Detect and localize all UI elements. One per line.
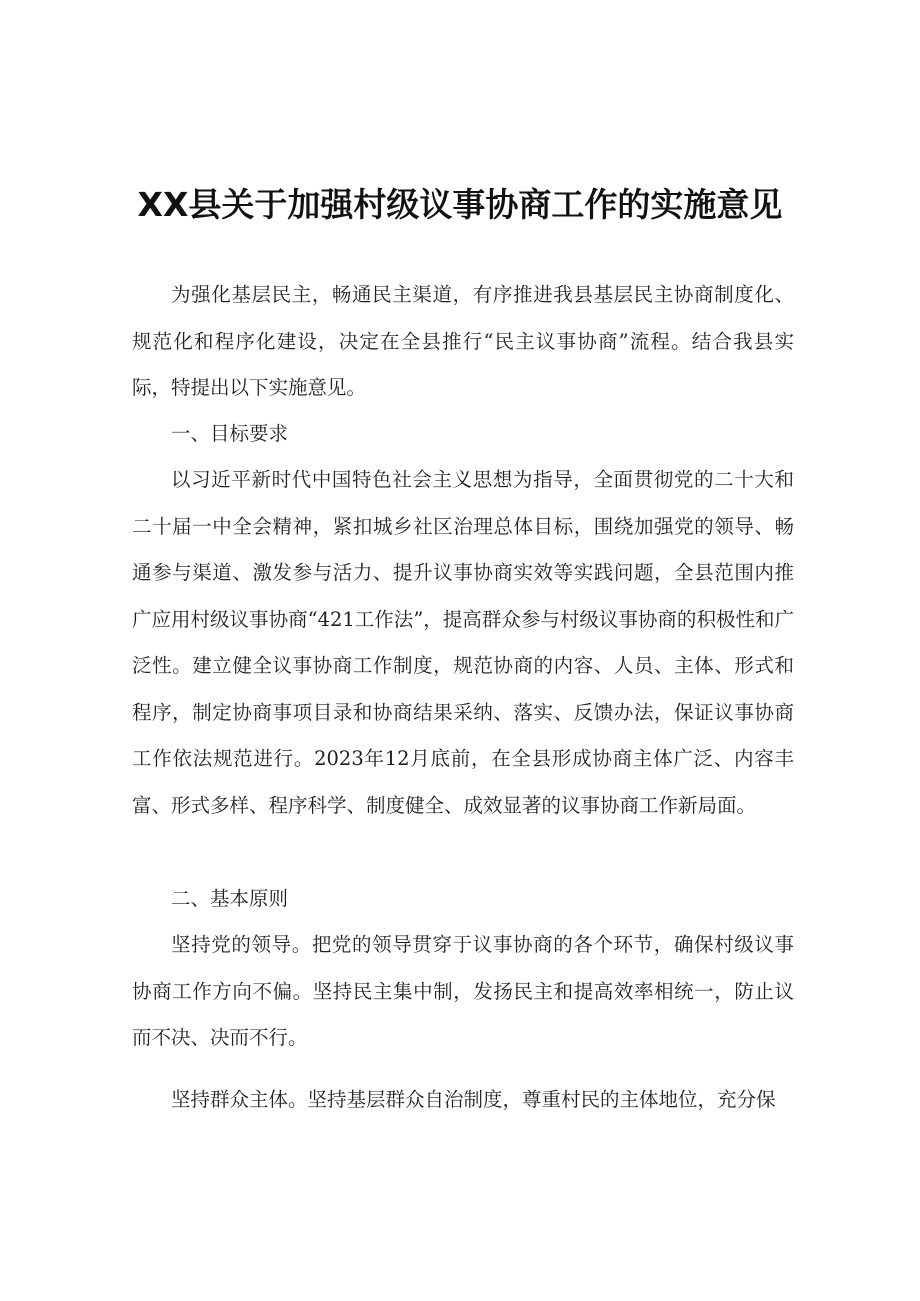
intro-paragraph: 为强化基层民主，畅通民主渠道，有序推进我县基层民主协商制度化、规范化和程序化建设，决定在全县推行“民主议事协商”流程。结合我县实际，特提出以下实施意见。	[132, 283, 794, 399]
principle-party-leadership-paragraph: 坚持党的领导。把党的领导贯穿于议事协商的各个环节，确保村级议事协商工作方向不偏。坚持民主集中制，发扬民主和提高效率相统一，防止议而不决、决而不行。	[132, 933, 794, 1049]
principle-mass-subject-paragraph: 坚持群众主体。坚持基层群众自治制度，尊重村民的主体地位，充分保	[171, 1088, 776, 1111]
document-title: XX县关于加强村级议事协商工作的实施意见	[137, 185, 783, 224]
section-heading-principles: 二、基本原则	[171, 887, 289, 910]
section-heading-goals: 一、目标要求	[171, 422, 289, 445]
section-goals-paragraph: 以习近平新时代中国特色社会主义思想为指导，全面贯彻党的二十大和二十届一中全会精神，紧扣城乡社区治理总体目标，围绕加强党的领导、畅通参与渠道、激发参与活力、提升议事协商实效等实践问题，全县范围内推广应用村级议事协商“421工作法”，提高群众参与村级议事协商的积极性和广泛性。建立健全议事协商工作制度，规范协商的内容、人员、主体、形式和程序，制定协商事项目录和协商结果采纳、落实、反馈办法，保证议事协商工作依法规范进行。2023年12月底前，在全县形成协商主体广泛、内容丰富、形式多样、程序科学、制度健全、成效显著的议事协商工作新局面。	[132, 468, 794, 817]
